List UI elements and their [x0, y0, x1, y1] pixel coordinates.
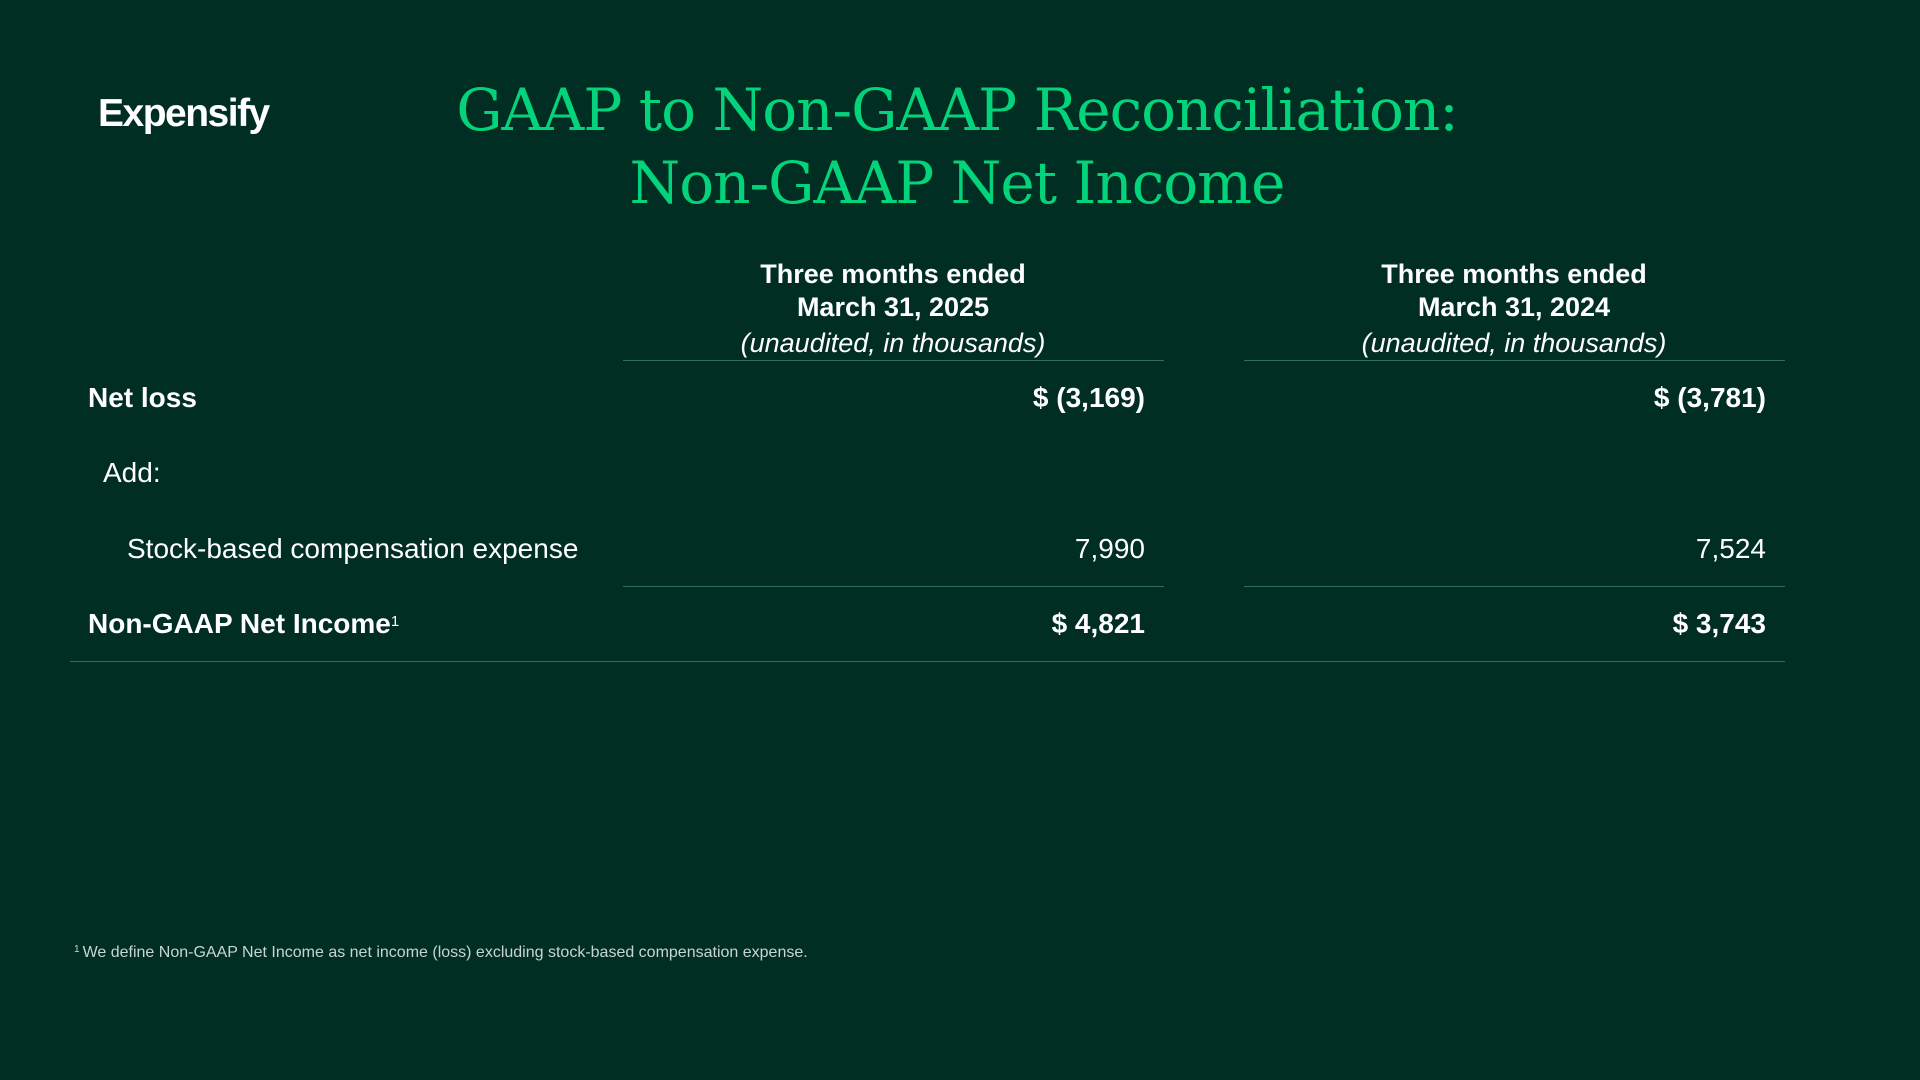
column-header-note: (unaudited, in thousands)	[1361, 328, 1667, 358]
non-gaap-label-text: Non-GAAP Net Income	[88, 608, 391, 639]
column-header-date: March 31, 2024	[1417, 292, 1611, 322]
sbc-label: Stock-based compensation expense	[127, 533, 579, 564]
column-header-2025	[623, 258, 1163, 361]
expensify-logo: Expensify	[98, 92, 269, 135]
add-label: Add:	[103, 457, 161, 488]
column-header-period: Three months ended	[1381, 259, 1647, 289]
footnote	[74, 944, 808, 962]
net-loss-label: Net loss	[88, 382, 197, 413]
net-loss-value-2025: $ (3,169)	[1032, 382, 1145, 413]
title-line-1: GAAP to Non-GAAP Reconciliation:	[456, 76, 1458, 144]
subtotal-rule-col1	[623, 586, 1164, 587]
footnote-text: We define Non-GAAP Net Income as net income (loss) excluding stock-based compensation expense.	[82, 944, 808, 961]
non-gaap-value-2024: $ 3,743	[1672, 608, 1766, 639]
sbc-value-2024: 7,524	[1695, 533, 1766, 564]
sbc-value-2025: 7,990	[1074, 533, 1145, 564]
subtotal-rule-col2	[1244, 586, 1785, 587]
column-header-date: March 31, 2025	[796, 292, 990, 322]
footnote-mark: 1	[74, 944, 80, 955]
net-loss-value-2024: $ (3,781)	[1653, 382, 1766, 413]
header-rule-col2	[1244, 360, 1785, 361]
column-header-note: (unaudited, in thousands)	[740, 328, 1046, 358]
title-line-2: Non-GAAP Net Income	[629, 149, 1285, 217]
non-gaap-net-income-label	[88, 606, 399, 642]
column-header-period: Three months ended	[760, 259, 1026, 289]
header-rule-col1	[623, 360, 1164, 361]
column-header-2024	[1244, 258, 1784, 361]
footnote-reference: 1	[390, 613, 400, 630]
page-title	[357, 74, 1557, 220]
table-bottom-rule	[70, 661, 1785, 662]
non-gaap-value-2025: $ 4,821	[1051, 608, 1145, 639]
